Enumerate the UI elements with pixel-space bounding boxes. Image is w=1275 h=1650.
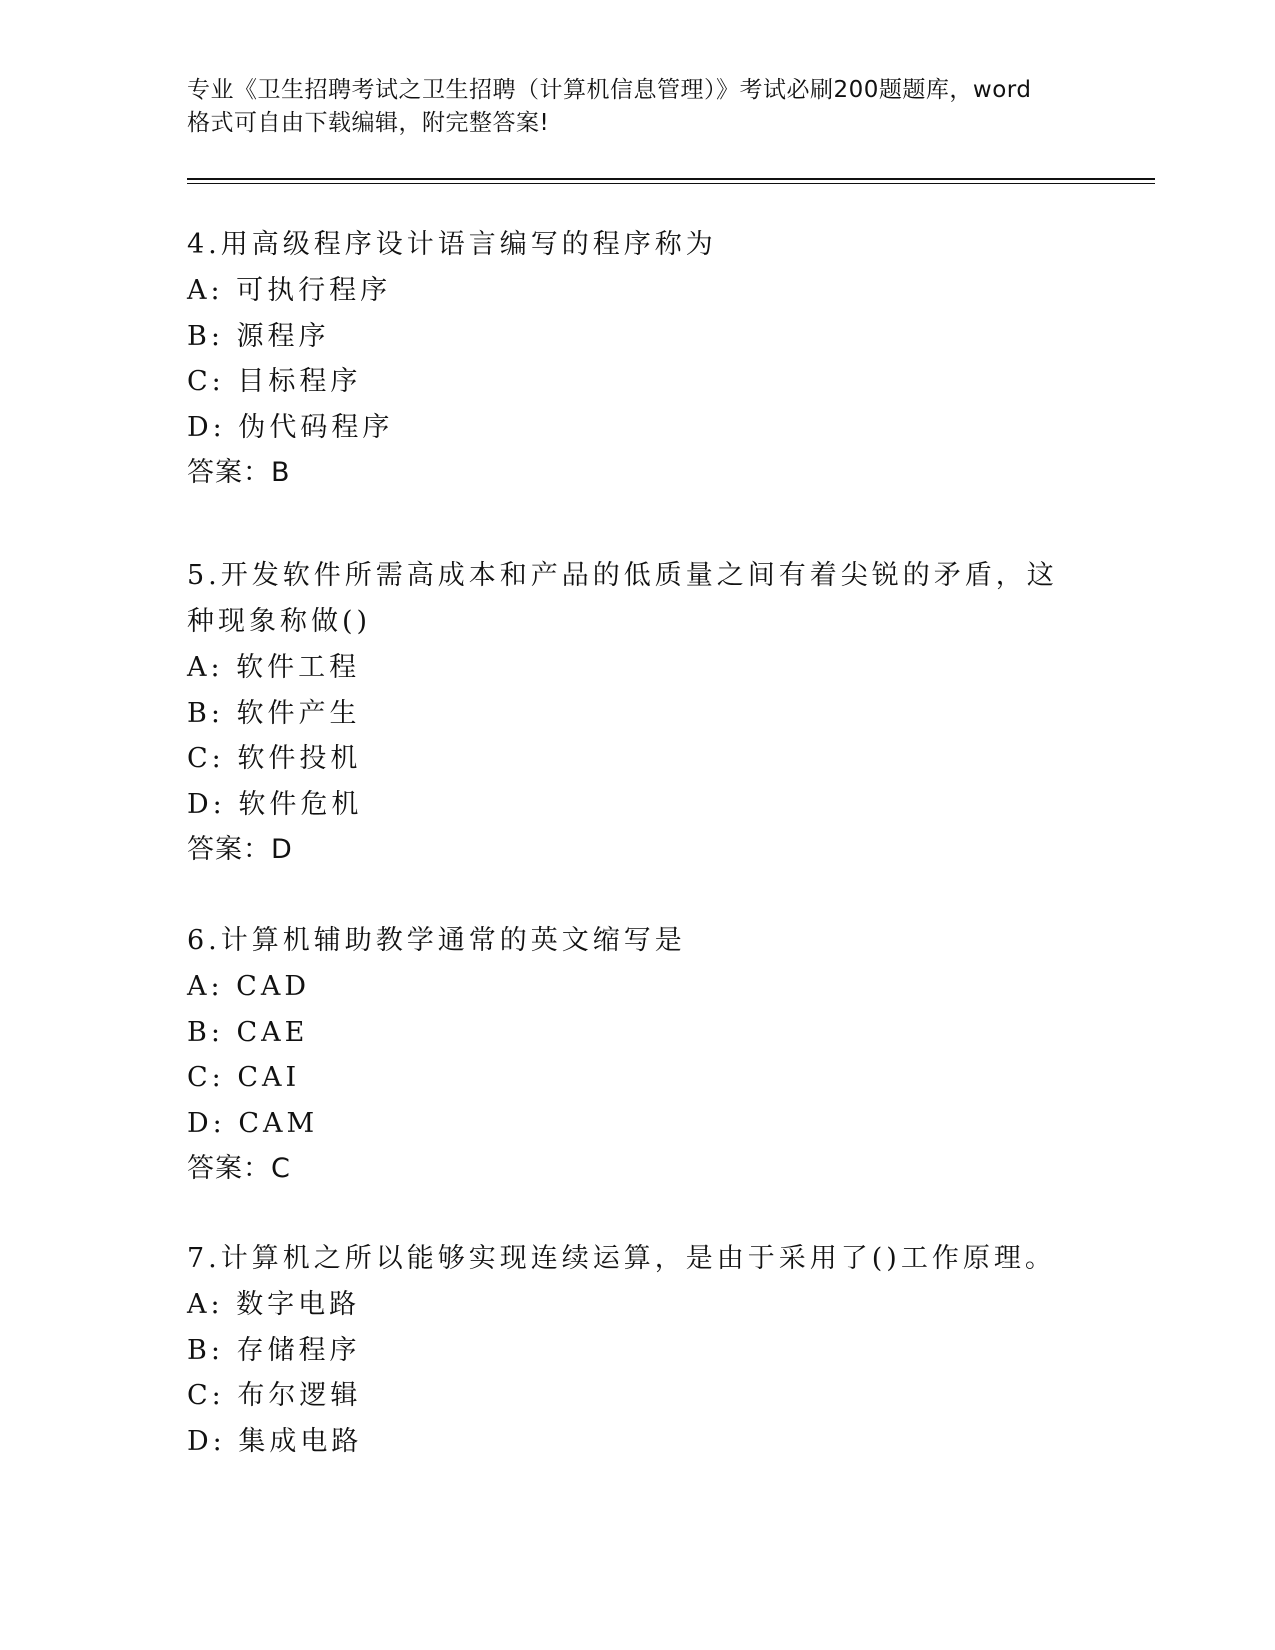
option-b: B: 软件产生 (187, 697, 361, 729)
question-stem: 6.计算机辅助教学通常的英文缩写是 (187, 925, 686, 956)
question-stem: 4.用高级程序设计语言编写的程序称为 (187, 229, 717, 260)
question-5 (187, 553, 1067, 872)
answer-line: 答案：C (187, 1153, 291, 1184)
option-d: D: 软件危机 (187, 788, 363, 820)
option-a: A: 数字电路 (187, 1289, 361, 1320)
option-b: B: 源程序 (187, 320, 330, 352)
option-c: C: 目标程序 (187, 366, 362, 397)
question-7 (187, 1236, 1087, 1464)
header-line-1: 专业《卫生招聘考试之卫生招聘（计算机信息管理）》考试必刷200题题库，word (187, 77, 1032, 103)
option-c: C: CAI (187, 1062, 301, 1093)
option-d: D: 集成电路 (187, 1425, 363, 1457)
option-d: D: 伪代码程序 (187, 411, 394, 443)
option-b: B: 存储程序 (187, 1334, 361, 1366)
option-a: A: CAD (187, 971, 310, 1002)
option-c: C: 布尔逻辑 (187, 1380, 362, 1411)
header-divider (187, 178, 1155, 184)
question-stem: 7.计算机之所以能够实现连续运算，是由于采用了()工作原理。 (187, 1243, 1056, 1274)
option-d: D: CAM (187, 1107, 319, 1139)
option-c: C: 软件投机 (187, 743, 362, 774)
document-header (187, 74, 1087, 140)
question-stem: 5.开发软件所需高成本和产品的低质量之间有着尖锐的矛盾，这种现象称做() (187, 560, 1058, 637)
option-a: A: 软件工程 (187, 652, 361, 683)
header-line-2: 格式可自由下载编辑，附完整答案! (187, 110, 550, 136)
option-b: B: CAE (187, 1016, 309, 1048)
question-6 (187, 918, 1087, 1191)
option-a: A: 可执行程序 (187, 275, 392, 306)
answer-line: 答案：B (187, 457, 291, 488)
answer-line: 答案：D (187, 834, 293, 865)
question-4 (187, 222, 1087, 495)
